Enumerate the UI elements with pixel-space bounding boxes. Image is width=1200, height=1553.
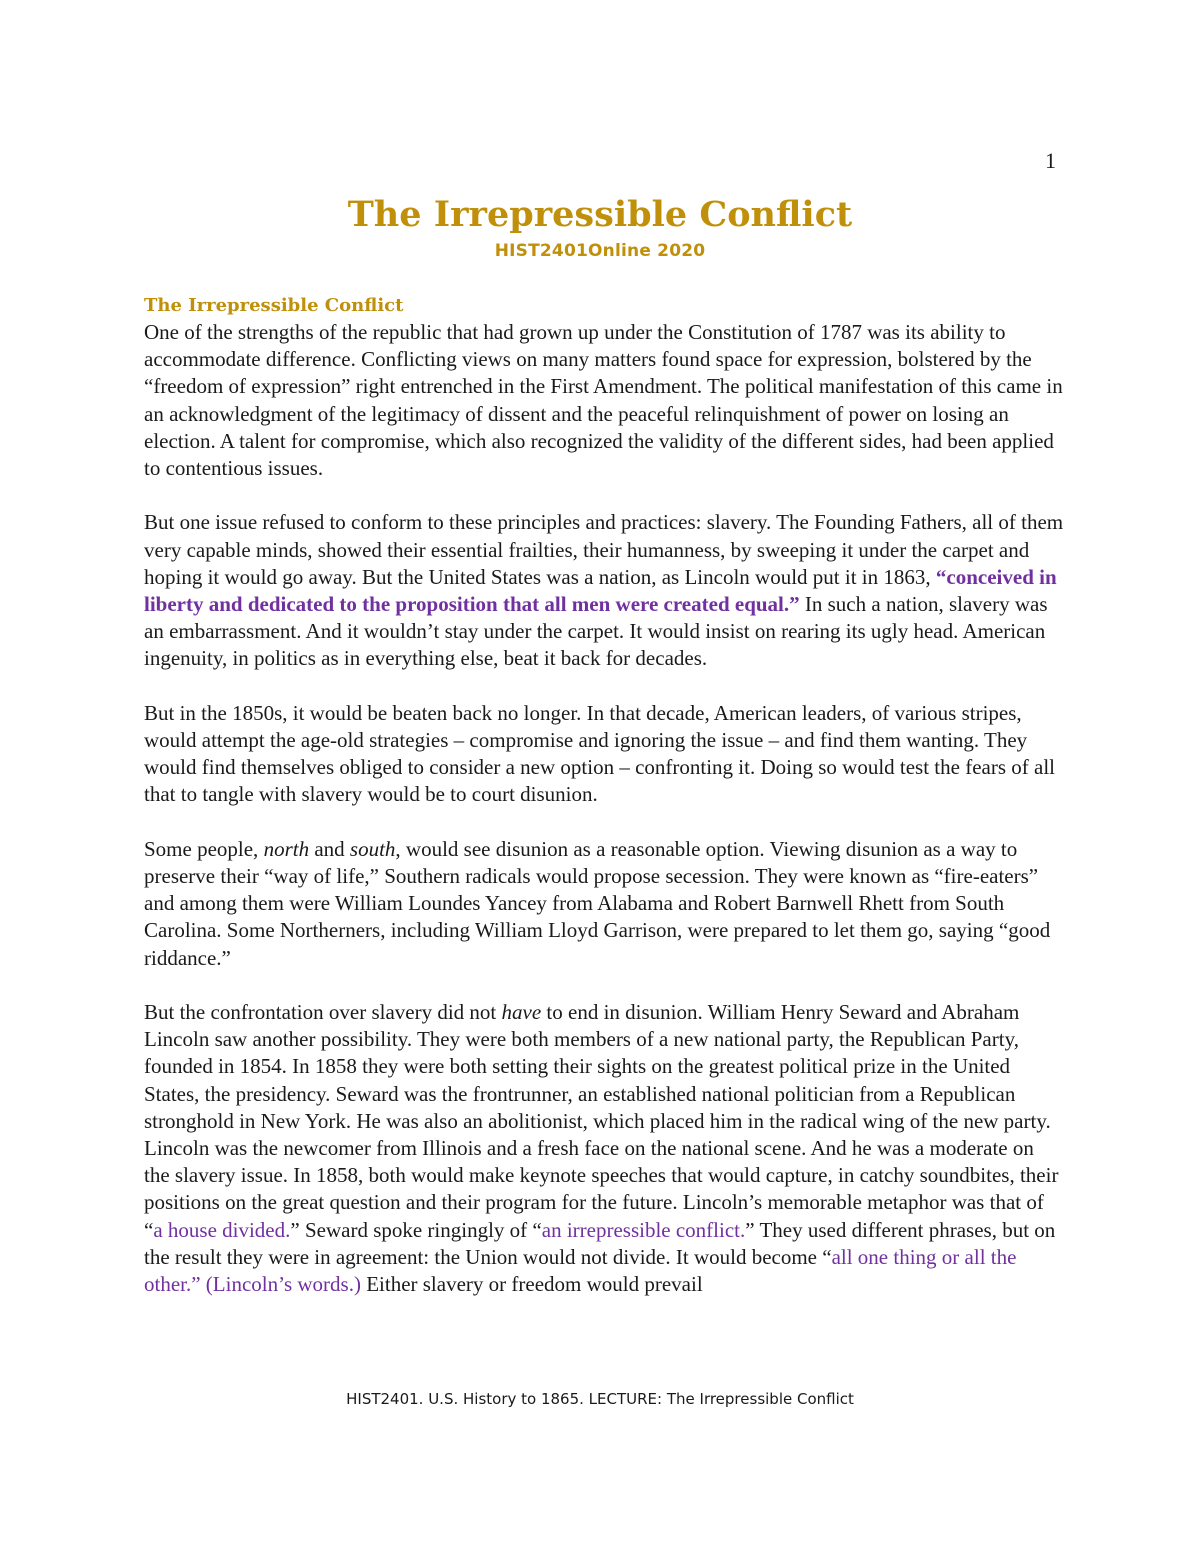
emphasis-north: north <box>263 836 310 861</box>
lincoln-gettysburg-quote: “conceived in liberty and dedicated to the proposition that all men were created equal.” <box>144 564 1057 617</box>
all-one-thing-quote: all one thing or all the other.” (Lincoln’s words.) <box>144 1244 1017 1297</box>
paragraph-5-text-a: But the confrontation over slavery did not <box>144 1000 502 1025</box>
document-subtitle: HIST2401Online 2020 <box>494 241 706 261</box>
emphasis-have: have <box>501 1000 542 1025</box>
paragraph-2 <box>144 509 1064 672</box>
section-heading: The Irrepressible Conflict <box>144 295 404 316</box>
paragraph-4-text-b: , would see disunion as a reasonable option. Viewing disunion as a way to preserve their “way of life,” Southern radicals would propose secession. They were known as “fire-eaters” and among them were William Loundes Yancey from Alabama and Robert Barnwell Rhett from South Carolina. Some Northerners, including William Lloyd Garrison, were prepared to let them go, saying “good riddance.” <box>144 836 1051 970</box>
paragraph-4 <box>144 836 1064 972</box>
paragraph-1 <box>144 319 1064 482</box>
paragraph-4-text-and: and <box>309 836 350 861</box>
paragraph-3 <box>144 700 1064 809</box>
document-title: The Irrepressible Conflict <box>347 194 853 235</box>
title-block <box>0 192 1200 264</box>
body-text <box>144 292 1064 1325</box>
page-number: 1 <box>1045 148 1056 173</box>
house-divided-quote: a house divided. <box>153 1217 291 1242</box>
paragraph-5-text-e: Either slavery or freedom would prevail <box>360 1272 703 1297</box>
paragraph-5-text-c: ” Seward spoke ringingly of “ <box>290 1217 542 1242</box>
paragraph-2-text-a: But one issue refused to conform to these principles and practices: slavery. The Founding Fathers, all of them very capable minds, showed their essential frailties, their humanness, by sweeping it under the carpet and hoping it would go away. But the United States was a nation, as Lincoln would put it in 1863, <box>144 510 1064 589</box>
paragraph-3-text: But in the 1850s, it would be beaten back no longer. In that decade, American leaders, of various stripes, would attempt the age-old strategies – compromise and ignoring the issue – and find them wanting. They would find themselves obliged to consider a new option – confronting it. Doing so would test the fears of all that to tangle with slavery would be to court disunion. <box>144 700 1055 807</box>
paragraph-5-text-d: ” They used different phrases, but on the result they were in agreement: the Union would not divide. It would become “ <box>144 1217 1056 1269</box>
paragraph-1-text: One of the strengths of the republic that had grown up under the Constitution of 1787 was its ability to accommodate difference. Conflicting views on many matters found space for expression, bolstered by the “freedom of expression” right entrenched in the First Amendment. The political manifestation of this came in an acknowledgment of the legitimacy of dissent and the peaceful relinquishment of power on losing an election. A talent for compromise, which also recognized the validity of the different sides, had been applied to contentious issues. <box>144 320 1063 481</box>
paragraph-5-text-b: to end in disunion. William Henry Seward and Abraham Lincoln saw another possibility. They were both members of a new national party, the Republican Party, founded in 1854. In 1858 they were both setting their sights on the greatest political prize in the United States, the presidency. Seward was the frontrunner, an established national politician from a Republican stronghold in New York. He was also an abolitionist, which placed him in the radical wing of the new party. Lincoln was the newcomer from Illinois and a fresh face on the national scene. And he was a moderate on the slavery issue. In 1858, both would make keynote speeches that would capture, in catchy soundbites, their positions on the great question and their program for the future. Lincoln’s memorable metaphor was that of “ <box>144 1000 1059 1242</box>
irrepressible-conflict-quote: an irrepressible conflict. <box>541 1217 746 1242</box>
paragraph-4-text-a: Some people, <box>144 836 264 861</box>
emphasis-south: south <box>349 836 396 861</box>
paragraph-5 <box>144 999 1064 1298</box>
paragraph-2-text-b: In such a nation, slavery was an embarrassment. And it wouldn’t stay under the carpet. It would insist on rearing its ugly head. American ingenuity, in politics as in everything else, beat it back for decades. <box>144 592 1048 671</box>
page-footer: HIST2401. U.S. History to 1865. LECTURE: The Irrepressible Conflict <box>346 1390 854 1408</box>
